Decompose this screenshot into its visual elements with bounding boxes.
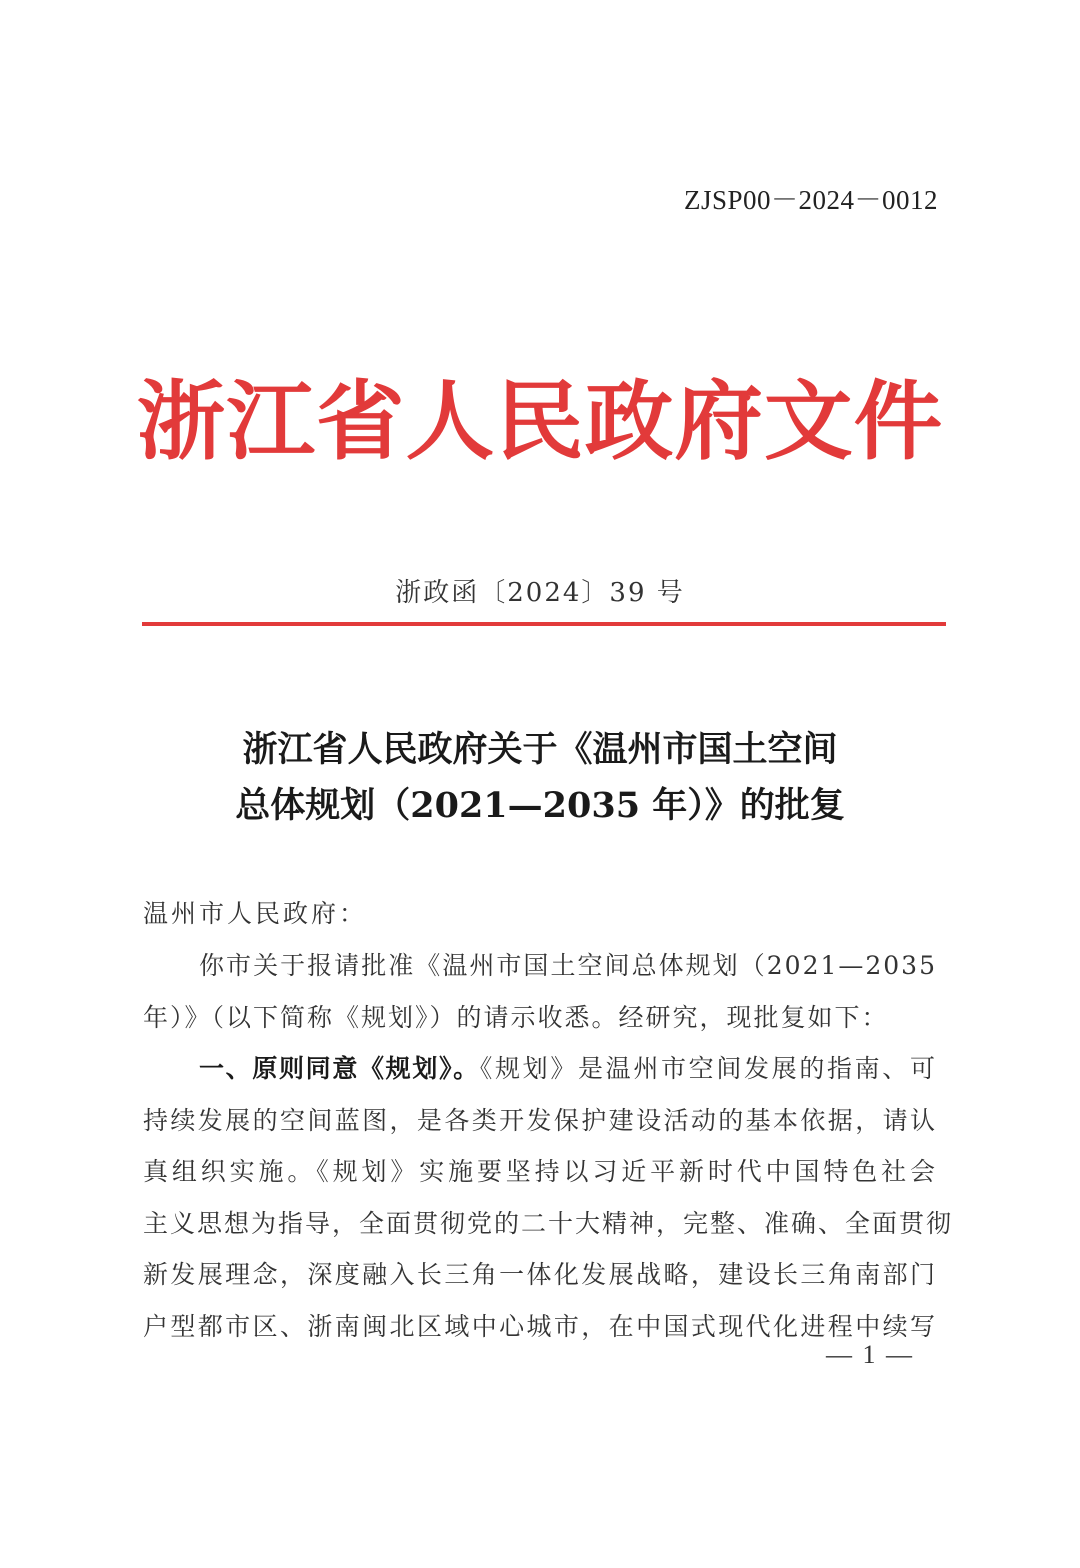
paragraph-1-line-1: 你市关于报请批准《温州市国土空间总体规划（2021—2035 [199,951,937,980]
section-1-line-1-text: 《规划》是温州市空间发展的指南、可 [479,1054,937,1083]
paragraph-1-line-2: 年）》（以下简称《规划》）的请示收悉。经研究，现批复如下： [143,1002,889,1032]
issuing-authority-header: 浙江省人民政府文件 [136,371,944,472]
section-1-line: 新发展理念，深度融入长三角一体化发展战略，建设长三角南部门 [143,1260,937,1289]
red-divider-line [142,622,946,626]
section-1-line: 真组织实施。《规划》实施要坚持以习近平新时代中国特色社会 [143,1157,937,1186]
title-line-1: 浙江省人民政府关于《温州市国土空间 [242,729,838,770]
section-1-heading: 一、原则同意《规划》。 [199,1054,480,1083]
section-1-line: 户型都市区、浙南闽北区域中心城市，在中国式现代化进程中续写 [143,1311,937,1341]
body-text [143,940,954,1352]
section-1-line-1 [143,1043,937,1095]
section-1-line: 主义思想为指导，全面贯彻党的二十大精神，完整、准确、全面贯彻 [143,1208,954,1238]
section-1-line: 持续发展的空间蓝图，是各类开发保护建设活动的基本依据，请认 [143,1105,937,1135]
document-number: 浙政函〔2024〕39 号 [395,578,685,608]
salutation: 温州市人民政府： [143,899,368,928]
title-line-2: 总体规划（2021—2035 年）》的批复 [235,785,845,826]
document-code: ZJSP00－2024－0012 [683,185,938,215]
document-title [0,722,1080,834]
page-number: — 1 — [826,1340,914,1369]
